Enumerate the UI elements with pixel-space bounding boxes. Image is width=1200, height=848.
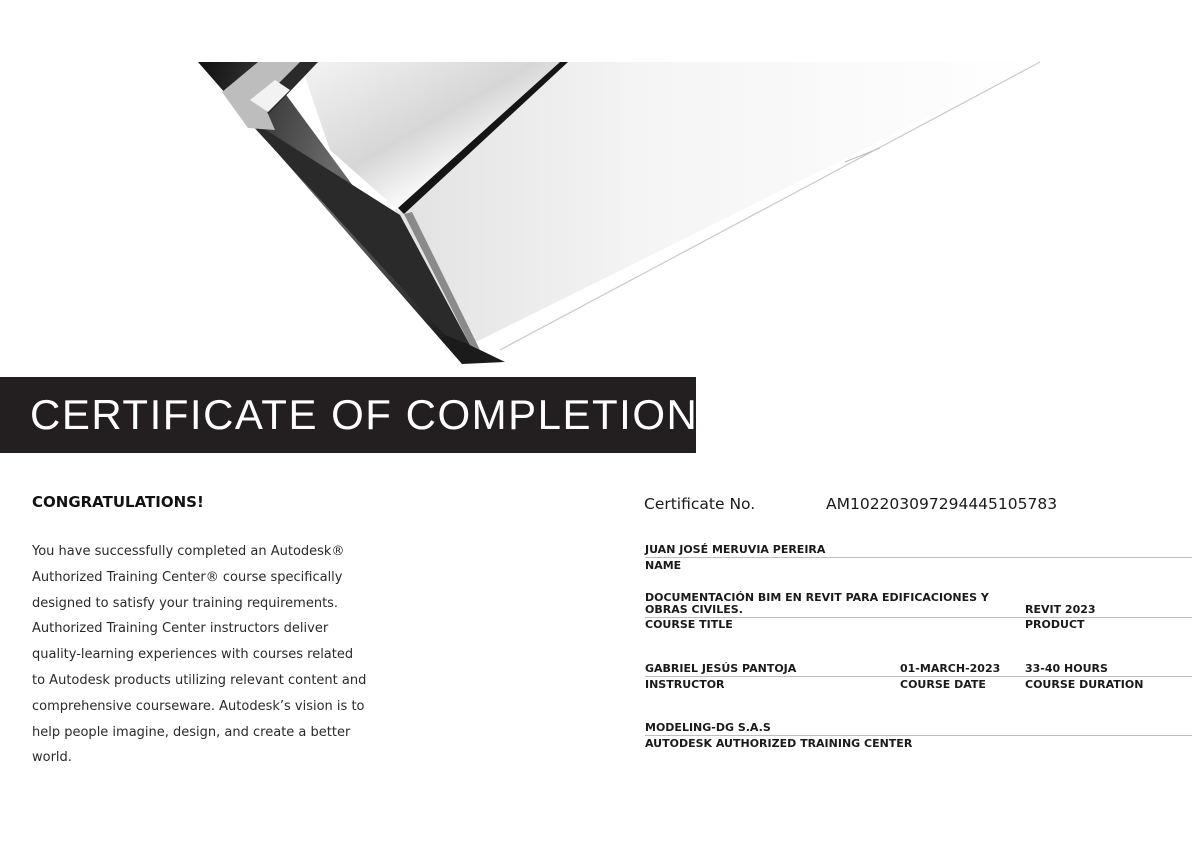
- product-label: PRODUCT: [1025, 618, 1085, 631]
- body-line: help people imagine, design, and create a better: [32, 724, 351, 740]
- course-title-value-line2: OBRAS CIVILES.: [645, 603, 743, 616]
- body-line: designed to satisfy your training requirements.: [32, 595, 339, 611]
- training-center-value: MODELING-DG S.A.S: [645, 721, 771, 734]
- instructor-value: GABRIEL JESÚS PANTOJA: [645, 662, 797, 675]
- certificate-number-value: AM102203097294445105783: [826, 495, 1058, 513]
- body-line: Authorized Training Center instructors deliver: [32, 621, 329, 637]
- name-label: NAME: [645, 559, 682, 572]
- body-line: You have successfully completed an Autodesk®: [32, 544, 345, 559]
- name-rule: [645, 557, 1192, 558]
- congratulations-body: [32, 539, 387, 771]
- course-title-value-line1: DOCUMENTACIÓN BIM EN REVIT PARA EDIFICACIONES Y: [645, 591, 989, 604]
- congratulations-heading: CONGRATULATIONS!: [32, 493, 204, 511]
- name-value: JUAN JOSÉ MERUVIA PEREIRA: [645, 543, 826, 556]
- body-line: quality-learning experiences with courses related: [32, 647, 354, 663]
- product-value: REVIT 2023: [1025, 603, 1096, 616]
- training-center-label: AUTODESK AUTHORIZED TRAINING CENTER: [645, 737, 913, 750]
- body-line: comprehensive courseware. Autodesk’s vision is to: [32, 698, 365, 714]
- body-line: to Autodesk products utilizing relevant content and: [32, 672, 367, 688]
- hero-metallic-graphic: [0, 0, 1200, 380]
- course-duration-label: COURSE DURATION: [1025, 678, 1144, 691]
- title-banner: [0, 377, 699, 453]
- course-date-value: 01-MARCH-2023: [900, 662, 1001, 675]
- course-duration-value: 33-40 HOURS: [1025, 662, 1108, 675]
- body-line: world.: [32, 750, 72, 766]
- training-center-rule: [645, 735, 1192, 736]
- certificate-number-label: Certificate No.: [644, 495, 756, 513]
- instructor-label: INSTRUCTOR: [645, 678, 725, 691]
- body-line: Authorized Training Center® course specifically: [32, 569, 343, 585]
- course-title-label: COURSE TITLE: [645, 618, 733, 631]
- certificate-title: CERTIFICATE OF COMPLETION: [30, 391, 699, 438]
- instructor-rule: [645, 676, 1192, 677]
- course-date-label: COURSE DATE: [900, 678, 986, 691]
